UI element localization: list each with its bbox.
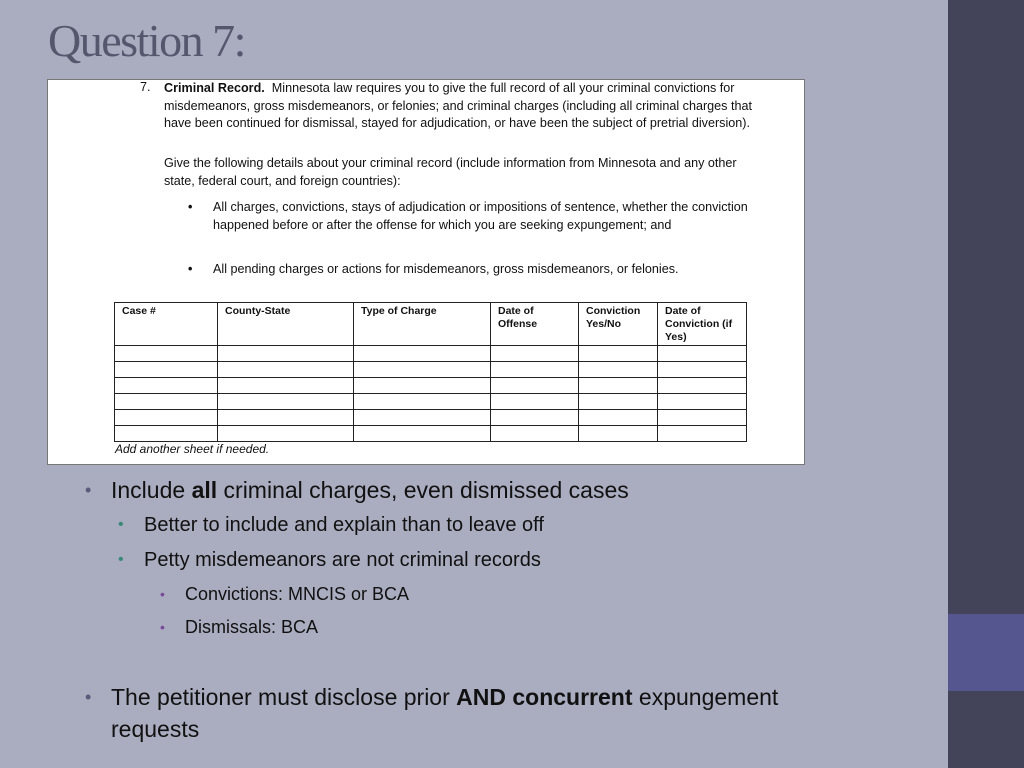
bullet-text: Petty misdemeanors are not criminal records: [144, 549, 541, 571]
table-cell: [218, 346, 354, 362]
bullet-emphasis: all: [191, 477, 218, 503]
form-excerpt-image: [47, 79, 805, 465]
table-cell: [115, 426, 218, 442]
table-cell: [658, 426, 747, 442]
table-cell: [658, 362, 747, 378]
table-cell: [115, 346, 218, 362]
column-header-type-of-charge: Type of Charge: [354, 303, 491, 346]
table-cell: [579, 394, 658, 410]
table-cell: [491, 394, 579, 410]
sub-bullet-petty-misdemeanors: [118, 546, 541, 574]
table-row: [115, 378, 747, 394]
form-bullet: [188, 199, 768, 234]
bullet-dot-icon: •: [160, 619, 165, 635]
table-cell: [218, 362, 354, 378]
table-row: [115, 394, 747, 410]
slide-sidebar-accent: [948, 614, 1024, 691]
table-cell: [491, 378, 579, 394]
table-cell: [658, 346, 747, 362]
table-cell: [658, 410, 747, 426]
form-bullet: [188, 261, 768, 279]
column-header-county-state: County-State: [218, 303, 354, 346]
table-cell: [218, 426, 354, 442]
bullet-text: Convictions: MNCIS or BCA: [185, 584, 410, 604]
table-cell: [491, 362, 579, 378]
form-intro-text: Minnesota law requires you to give the full record of all your criminal convictions for misdemeanors, gross misdemeanors, or felonies; and criminal charges (including all criminal charges that have been continued for dismissal, stayed for adjudication, or have been the subject of pretrial diversion).: [164, 81, 752, 130]
form-bullet-text: All pending charges or actions for misdemeanors, gross misdemeanors, or felonies.: [213, 262, 679, 276]
table-cell: [658, 378, 747, 394]
table-cell: [354, 378, 491, 394]
bullet-text: criminal charges, even dismissed cases: [217, 477, 629, 503]
bullet-dot-icon: •: [160, 586, 165, 602]
form-question-number: 7.: [140, 80, 151, 94]
form-intro-paragraph: [164, 80, 764, 133]
form-details-paragraph: Give the following details about your criminal record (include information from Minnesota and any other state, federal court, and foreign countries):: [164, 156, 737, 188]
table-cell: [218, 394, 354, 410]
table-cell: [218, 410, 354, 426]
bullet-text: The petitioner must disclose prior: [111, 684, 457, 710]
bullet-dot-icon: •: [188, 262, 193, 276]
table-cell: [354, 426, 491, 442]
bullet-text: requests: [111, 716, 200, 742]
bullet-disclose-expungement: [85, 681, 779, 745]
table-cell: [354, 362, 491, 378]
bullet-text: expungement: [632, 684, 779, 710]
form-bullet-text: All charges, convictions, stays of adjudication or impositions of sentence, whether the conviction happened before or after the offense for which you are seeking expungement; and: [213, 200, 748, 232]
table-cell: [115, 362, 218, 378]
table-cell: [579, 346, 658, 362]
table-cell: [354, 346, 491, 362]
criminal-record-table: [114, 302, 747, 442]
table-cell: [491, 426, 579, 442]
bullet-text: Include: [111, 477, 192, 503]
table-row: [115, 426, 747, 442]
table-cell: [491, 410, 579, 426]
table-cell: [579, 378, 658, 394]
table-row: [115, 410, 747, 426]
table-cell: [579, 410, 658, 426]
slide-title: Question 7:: [48, 15, 245, 66]
bullet-dot-icon: •: [118, 551, 124, 568]
table-row: [115, 346, 747, 362]
table-cell: [115, 394, 218, 410]
form-footnote: Add another sheet if needed.: [115, 442, 270, 456]
column-header-case-number: Case #: [115, 303, 218, 346]
bullet-dot-icon: •: [188, 200, 193, 214]
sub-bullet-include-explain: [118, 511, 544, 539]
bullet-include-all: [85, 474, 629, 506]
table-cell: [579, 362, 658, 378]
form-heading: Criminal Record.: [164, 81, 265, 95]
table-cell: [658, 394, 747, 410]
table-header-row: [115, 303, 747, 346]
bullet-text: Better to include and explain than to leave off: [144, 514, 544, 536]
table-cell: [354, 410, 491, 426]
column-header-date-of-offense: Date of Offense: [491, 303, 579, 346]
bullet-dot-icon: •: [85, 687, 92, 707]
table-cell: [491, 346, 579, 362]
table-cell: [218, 378, 354, 394]
table-cell: [115, 378, 218, 394]
bullet-dot-icon: •: [85, 480, 92, 500]
column-header-date-of-conviction: Date of Conviction (if Yes): [658, 303, 747, 346]
column-header-conviction: Conviction Yes/No: [579, 303, 658, 346]
sub-sub-bullet-convictions: [160, 581, 410, 607]
table-cell: [354, 394, 491, 410]
table-cell: [579, 426, 658, 442]
sub-sub-bullet-dismissals: [160, 614, 319, 640]
table-cell: [115, 410, 218, 426]
bullet-text: Dismissals: BCA: [185, 617, 319, 637]
table-row: [115, 362, 747, 378]
bullet-emphasis: AND concurrent: [456, 684, 633, 710]
bullet-dot-icon: •: [118, 516, 124, 533]
